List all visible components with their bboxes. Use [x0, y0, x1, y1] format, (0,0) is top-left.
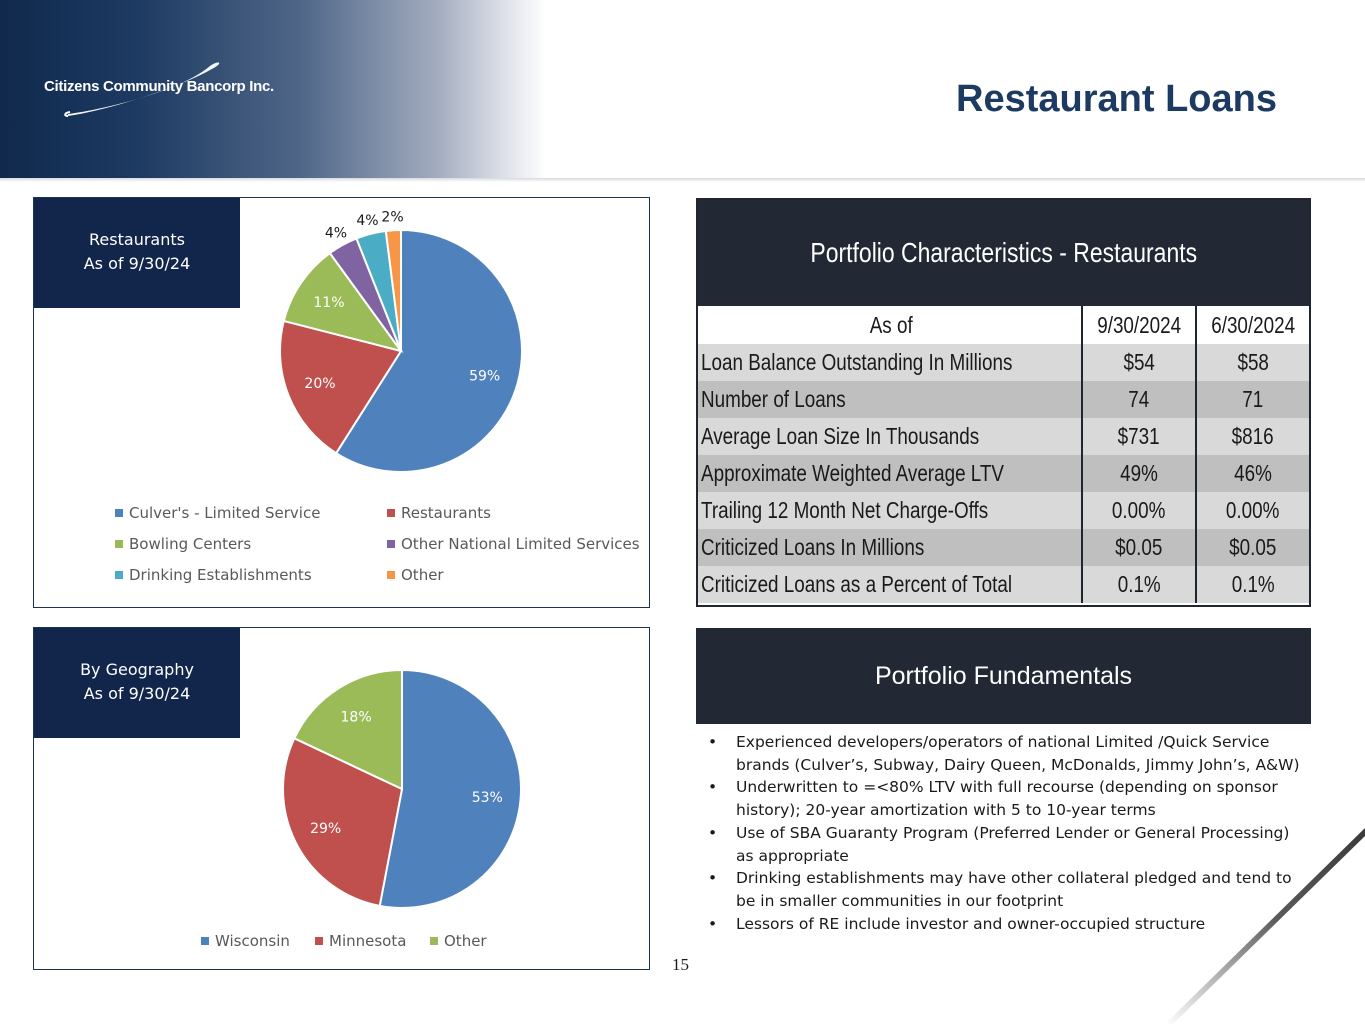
table-cell: 0.00%	[1082, 492, 1196, 529]
legend-item: Other	[444, 932, 487, 950]
fundamentals-header: Portfolio Fundamentals	[696, 628, 1311, 724]
table-cell: 49%	[1082, 455, 1196, 492]
bullet-icon: •	[708, 914, 718, 933]
header-divider	[0, 178, 1365, 182]
table-cell: $731	[1082, 418, 1196, 455]
table-cell: $0.05	[1082, 529, 1196, 566]
geography-chart-panel	[33, 627, 650, 970]
table-cell: Loan Balance Outstanding In Millions	[698, 344, 1082, 381]
legend-item: Culver's - Limited Service	[129, 504, 321, 522]
table-cell: Trailing 12 Month Net Charge-Offs	[698, 492, 1082, 529]
page-number: 15	[672, 955, 689, 974]
legend-item: Wisconsin	[215, 932, 290, 950]
restaurants-chart-panel	[33, 197, 650, 608]
list-item	[708, 776, 1308, 821]
table-row	[698, 566, 1309, 603]
panel-label-line: By Geography	[80, 660, 194, 679]
list-item-line: Underwritten to =<80% LTV with full recourse (depending on sponsor	[736, 778, 1278, 797]
table-cell: $54	[1082, 344, 1196, 381]
bullet-icon: •	[708, 869, 718, 888]
list-item	[708, 731, 1308, 776]
table-cell: $58	[1196, 344, 1309, 381]
data-label: 11%	[313, 295, 345, 312]
table-cell: 0.1%	[1082, 566, 1196, 603]
table-title	[698, 200, 1309, 306]
table-cell: 0.00%	[1196, 492, 1309, 529]
data-label: 29%	[310, 820, 342, 837]
legend-swatch	[115, 509, 123, 517]
bullet-icon: •	[708, 778, 718, 797]
bullet-icon: •	[708, 823, 718, 842]
list-item-line: Experienced developers/operators of national Limited /Quick Service	[736, 733, 1270, 751]
list-item-line: Lessors of RE include investor and owner-occupied structure	[736, 914, 1206, 933]
table-cell: Approximate Weighted Average LTV	[698, 455, 1082, 492]
table-cell: 74	[1082, 381, 1196, 418]
table-cell: Criticized Loans as a Percent of Total	[698, 566, 1082, 603]
data-label: 20%	[304, 376, 336, 393]
data-label: 18%	[340, 709, 372, 726]
legend-swatch	[387, 571, 395, 579]
geography-pie-chart	[34, 628, 649, 969]
table-cell: 0.1%	[1196, 566, 1309, 603]
table-cell: 71	[1196, 381, 1309, 418]
data-label: 2%	[381, 209, 404, 226]
legend-item: Restaurants	[401, 504, 491, 522]
panel-label-line: As of 9/30/24	[83, 254, 191, 273]
bullet-icon: •	[708, 733, 718, 751]
list-item-line: be in smaller communities in our footprint	[736, 891, 1064, 910]
panel-label-line: As of 9/30/24	[83, 684, 191, 703]
portfolio-characteristics-table	[696, 198, 1311, 607]
page-title: Restaurant Loans	[956, 78, 1277, 120]
table-title-text: Portfolio Characteristics - Restaurants	[810, 237, 1197, 268]
corner-decoration	[1165, 824, 1365, 1024]
brand-name: Citizens Community Bancorp Inc.	[44, 78, 274, 95]
legend-item: Minnesota	[329, 932, 407, 950]
table-header-cell: 6/30/2024	[1196, 306, 1309, 344]
data-label: 4%	[356, 213, 379, 230]
list-item-line: Drinking establishments may have other collateral pledged and tend to	[736, 869, 1292, 888]
table-header-cell: 9/30/2024	[1082, 306, 1196, 344]
table-row	[698, 455, 1309, 492]
table-cell: 46%	[1196, 455, 1309, 492]
legend-swatch	[115, 540, 123, 548]
list-item-line: history); 20-year amortization with 5 to 10-year terms	[736, 801, 1156, 820]
table-header-cell: As of	[698, 306, 1082, 344]
legend-swatch	[430, 937, 438, 945]
legend-item: Bowling Centers	[129, 535, 252, 553]
table-row	[698, 492, 1309, 529]
restaurants-pie-chart	[34, 198, 649, 607]
data-label: 53%	[471, 790, 503, 807]
legend-item: Other National Limited Services	[401, 535, 640, 553]
table-cell: Average Loan Size In Thousands	[698, 418, 1082, 455]
data-label: 4%	[324, 225, 348, 242]
table-row	[698, 418, 1309, 455]
characteristics-table	[698, 306, 1309, 603]
legend-swatch	[315, 937, 323, 945]
table-row	[698, 529, 1309, 566]
list-item-line: Use of SBA Guaranty Program (Preferred Lender or General Processing)	[736, 823, 1290, 842]
data-label: 59%	[469, 368, 501, 385]
table-cell: Number of Loans	[698, 381, 1082, 418]
legend-item: Other	[401, 566, 444, 584]
table-header-row	[698, 306, 1309, 344]
table-cell: Criticized Loans In Millions	[698, 529, 1082, 566]
table-row	[698, 344, 1309, 381]
table-row	[698, 381, 1309, 418]
list-item-line: brands (Culver’s, Subway, Dairy Queen, McDonalds, Jimmy John’s, A&W)	[736, 755, 1300, 774]
legend-swatch	[115, 571, 123, 579]
legend-swatch	[201, 937, 209, 945]
table-cell: $816	[1196, 418, 1309, 455]
legend-item: Drinking Establishments	[129, 566, 312, 584]
legend-swatch	[387, 540, 395, 548]
table-cell: $0.05	[1196, 529, 1309, 566]
list-item-line: as appropriate	[736, 846, 849, 865]
panel-label-line: Restaurants	[89, 230, 185, 249]
legend-swatch	[387, 509, 395, 517]
